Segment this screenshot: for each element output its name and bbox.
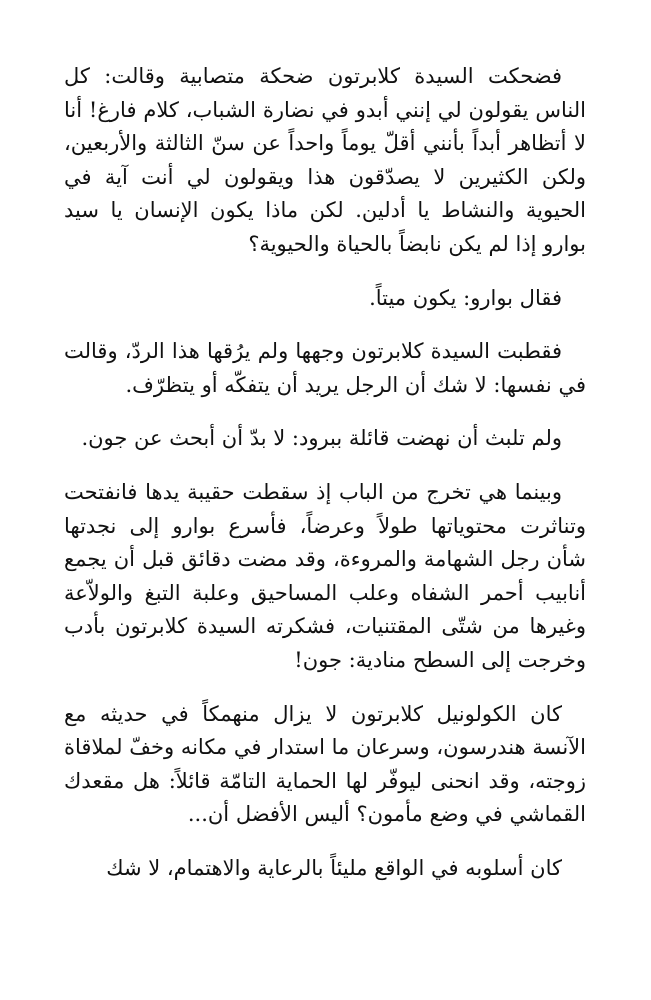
paragraph-3: فقطبت السيدة كلابرتون وجهها ولم يرُقها هذا الردّ، وقالت في نفسها: لا شك أن الرجل يريد أن يتفكّه أو يتظرّف. <box>64 339 586 397</box>
paragraph-2: فقال بوارو: يكون ميتاً. <box>369 285 562 310</box>
paragraph-5: وبينما هي تخرج من الباب إذ سقطت حقيبة يدها فانفتحت وتناثرت محتوياتها طولاً وعرضاً، فأسرع بوارو إلى نجدتها شأن رجل الشهامة والمروءة، وقد مضت دقائق قبل أن يجمع أنابيب أحمر الشفاه وعلب المساحيق وعلبة التبغ والولاّعة وغيرها من شتّى المقتنيات، فشكرته السيدة كلابرتون بأدب وخرجت إلى السطح منادية: جون! <box>64 479 586 672</box>
paragraph-4: ولم تلبث أن نهضت قائلة ببرود: لا بدّ أن أبحث عن جون. <box>81 426 562 451</box>
book-page <box>64 60 586 905</box>
paragraph-7: كان أسلوبه في الواقع مليئاً بالرعاية والاهتمام، لا شك <box>106 855 562 880</box>
paragraph-1: فضحكت السيدة كلابرتون ضحكة متصابية وقالت: كل الناس يقولون لي إنني أبدو في نضارة الشباب، كلام فارغ! أنا لا أتظاهر أبداً بأنني أقلّ يوماً واحداً عن سنّ الثالثة والأربعين، ولكن الكثيرين لا يصدّقون هذا ويقولون لي أنت آية في الحيوية والنشاط يا أدلين. لكن ماذا يكون الإنسان يا سيد بوارو إذا لم يكن نابضاً بالحياة والحيوية؟ <box>64 64 586 256</box>
paragraph-6: كان الكولونيل كلابرتون لا يزال منهمكاً في حديثه مع الآنسة هندرسون، وسرعان ما استدار في مكانه وخفّ لملاقاة زوجته، وقد انحنى ليوفّر لها الحماية التامّة قائلاً: هل مقعدك القماشي في وضع مأمون؟ أليس الأفضل أن... <box>64 701 586 827</box>
